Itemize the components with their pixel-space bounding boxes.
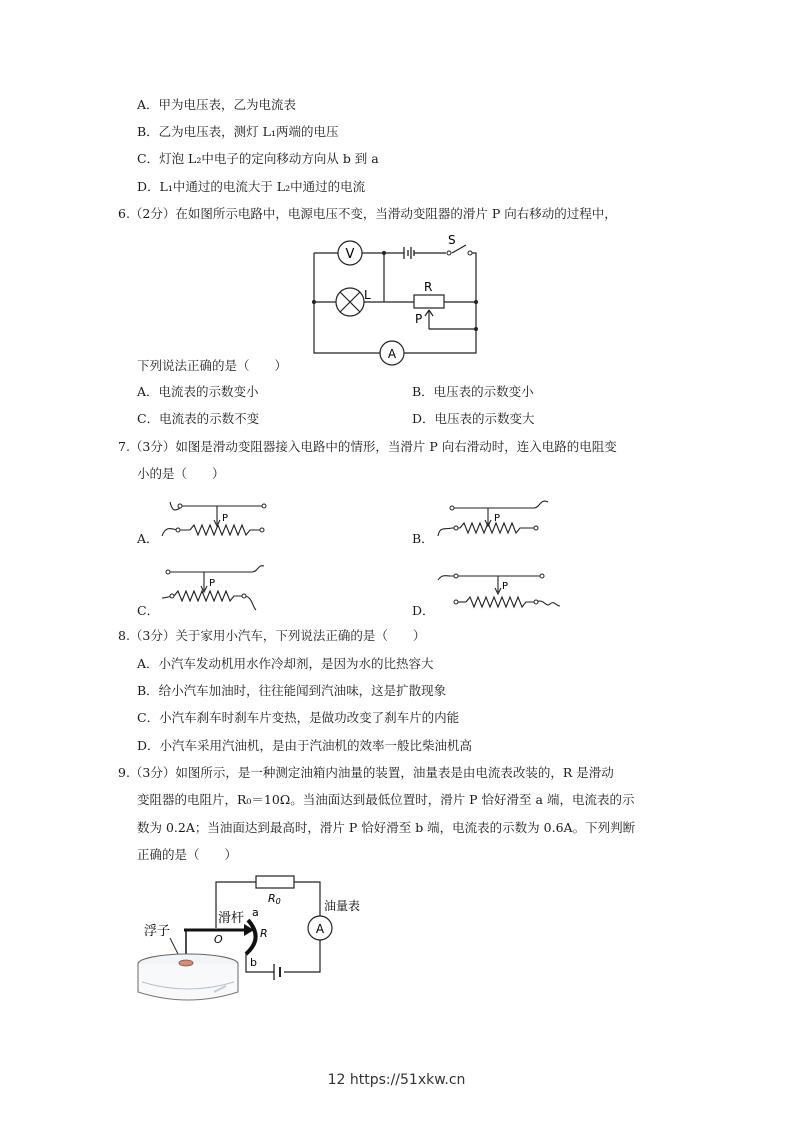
q9-oil-gauge-diagram bbox=[134, 870, 374, 1010]
q8-option-c: C．小汽车刹车时刹车片变热，是做功改变了刹车片的内能 bbox=[137, 710, 460, 725]
q9-r-label: R bbox=[260, 927, 268, 940]
q6-switch-label: S bbox=[448, 233, 456, 247]
q6-slider-label: P bbox=[415, 312, 423, 326]
q6-ammeter-label: A bbox=[387, 347, 397, 361]
q7-rheostat-a bbox=[160, 496, 270, 544]
q6-option-d: D．电压表的示数变大 bbox=[412, 411, 535, 426]
q7-rheostat-d bbox=[436, 568, 566, 614]
q7-stem: 7.（3分）如图是滑动变阻器接入电路中的情形，当滑片 P 向右滑动时，连入电路的电阻变 bbox=[118, 439, 617, 454]
q6-lamp-label: L bbox=[364, 288, 371, 302]
page-footer: 12 https://51xkw.cn bbox=[327, 1072, 466, 1088]
q7-option-a-label: A． bbox=[137, 531, 159, 546]
q9-stem-line1: 9.（3分）如图所示，是一种测定油箱内油量的装置，油量表是由电流表改装的，R 是滑动 bbox=[118, 765, 614, 780]
q8-option-a: A．小汽车发动机用水作冷却剂，是因为水的比热容大 bbox=[137, 656, 434, 671]
q7-option-b-label: B． bbox=[412, 531, 434, 546]
q6-circuit-diagram bbox=[300, 228, 490, 361]
q7-rheostat-b bbox=[436, 496, 556, 544]
q5-option-c: C．灯泡 L₂中电子的定向移动方向从 b 到 a bbox=[137, 151, 379, 166]
q9-float-label: 浮子 bbox=[144, 924, 171, 939]
q6-option-a: A．电流表的示数变小 bbox=[137, 384, 259, 399]
q9-a-label: a bbox=[252, 906, 259, 919]
q6-resistor-label: R bbox=[424, 280, 433, 294]
q7-c-slider-label: P bbox=[209, 578, 216, 589]
q9-meter-label: 油量表 bbox=[324, 899, 361, 913]
q7-option-c-label: C． bbox=[137, 603, 160, 618]
q7-a-slider-label: P bbox=[222, 513, 229, 524]
q7-option-d-label: D． bbox=[412, 603, 435, 618]
q7-stem-continued: 小的是（ ） bbox=[137, 466, 225, 481]
q6-stem-continued: 下列说法正确的是（ ） bbox=[137, 358, 288, 373]
q6-option-c: C．电流表的示数不变 bbox=[137, 411, 260, 426]
q5-option-a: A．甲为电压表，乙为电流表 bbox=[137, 97, 297, 112]
q7-rheostat-c bbox=[160, 562, 270, 614]
q8-option-d: D．小汽车采用汽油机，是由于汽油机的效率一般比柴油机高 bbox=[137, 738, 473, 753]
q9-b-label: b bbox=[250, 956, 257, 969]
q8-stem: 8.（3分）关于家用小汽车，下列说法正确的是（ ） bbox=[118, 628, 426, 643]
q8-option-b: B．给小汽车加油时，往往能闻到汽油味，这是扩散现象 bbox=[137, 683, 447, 698]
q9-pivot-label: O bbox=[214, 933, 223, 946]
q9-stem-line4: 正确的是（ ） bbox=[137, 847, 238, 862]
q6-option-b: B．电压表的示数变小 bbox=[412, 384, 534, 399]
q9-lever-label: 滑杆 bbox=[218, 911, 245, 926]
q5-option-d: D．L₁中通过的电流大于 L₂中通过的电流 bbox=[137, 179, 366, 194]
q9-ammeter-label: A bbox=[315, 922, 325, 936]
q9-stem-line2: 变阻器的电阻片，R₀＝10Ω。当油面达到最低位置时，滑片 P 恰好滑至 a 端，电流表的示 bbox=[137, 792, 635, 807]
q7-d-slider-label: P bbox=[502, 581, 509, 592]
q5-option-b: B．乙为电压表，测灯 L₁两端的电压 bbox=[137, 124, 339, 139]
q6-stem: 6.（2分）在如图所示电路中，电源电压不变，当滑动变阻器的滑片 P 向右移动的过程中， bbox=[118, 206, 617, 221]
q7-b-slider-label: P bbox=[494, 513, 501, 524]
q9-r0-label: R0 bbox=[268, 892, 281, 906]
q9-stem-line3: 数为 0.2A；当油面达到最高时，滑片 P 恰好滑至 b 端，电流表的示数为 0.6A。下列判断 bbox=[137, 820, 636, 835]
q6-voltmeter-label: V bbox=[345, 247, 355, 262]
